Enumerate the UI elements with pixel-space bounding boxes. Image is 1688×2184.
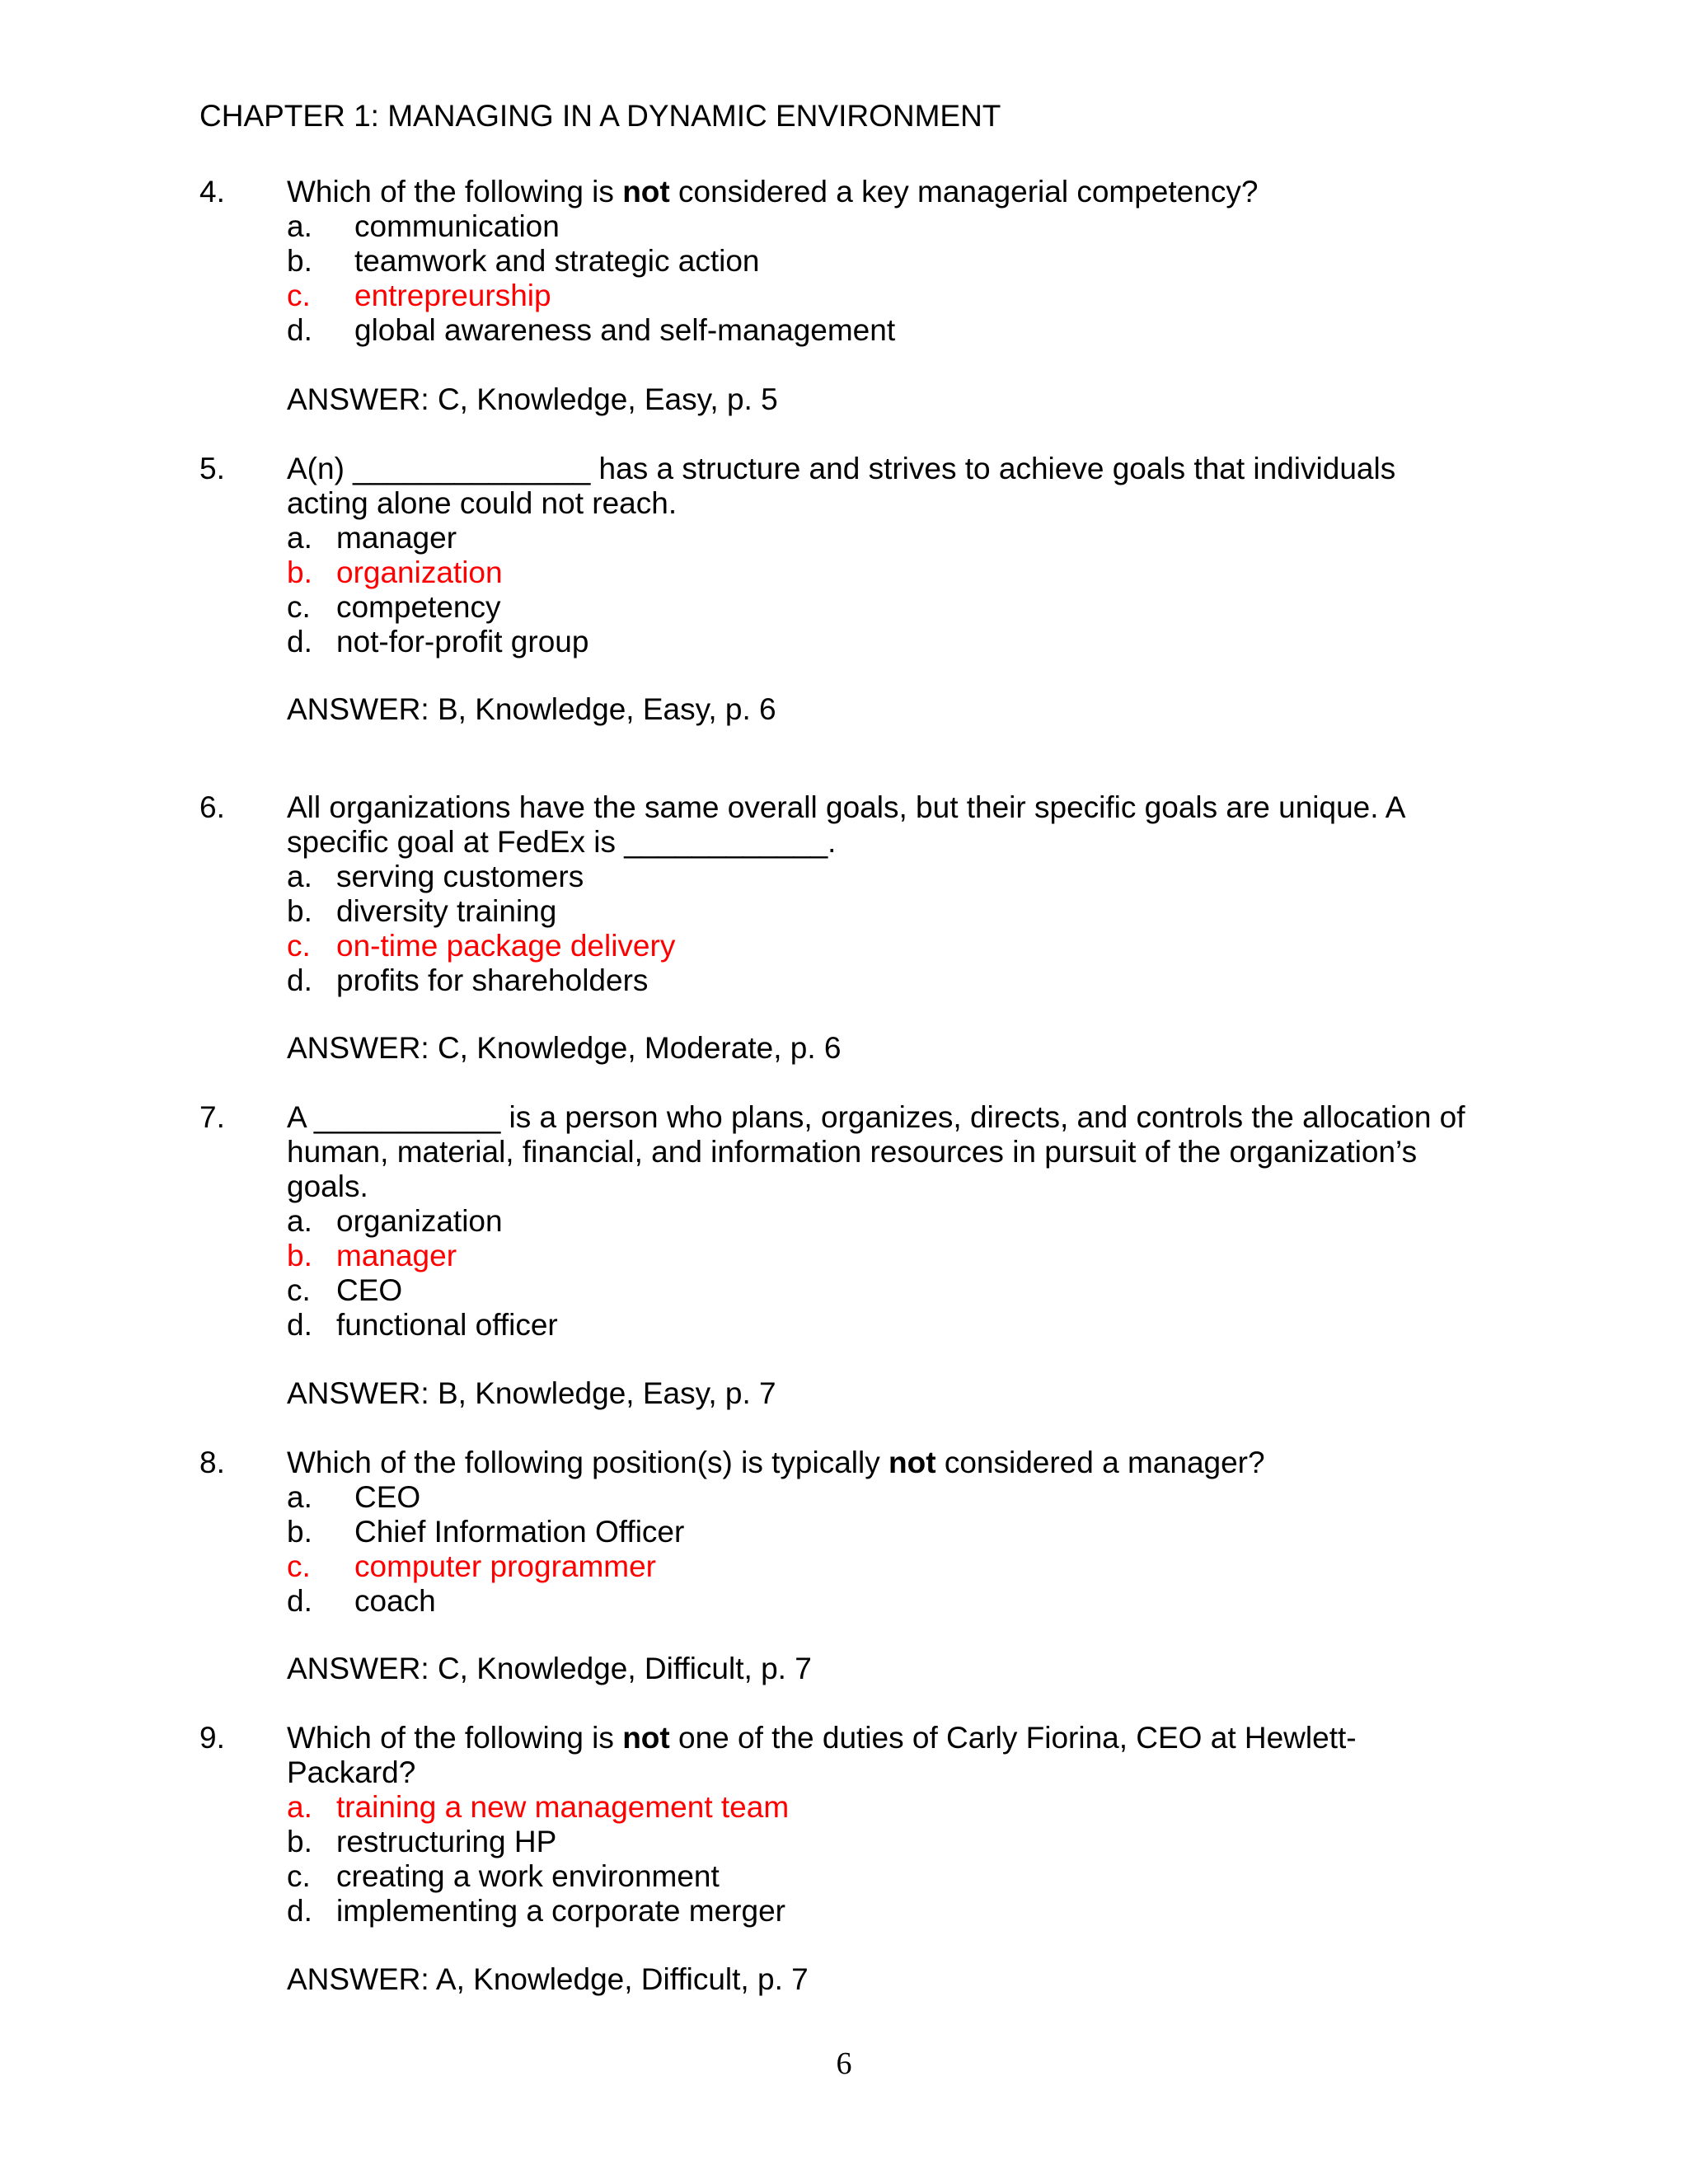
question-9-correct-option-text: training a new management team <box>336 1790 790 1824</box>
question-8-option-text: Chief Information Officer <box>354 1515 685 1549</box>
question-8-stem: Which of the following position(s) is typically not considered a manager? <box>287 1446 1265 1479</box>
question-9-answer: ANSWER: A, Knowledge, Difficult, p. 7 <box>287 1962 809 1996</box>
question-6-option-text: serving customers <box>336 860 584 893</box>
question-8-option-label: b. <box>287 1515 312 1549</box>
question-8-number: 8. <box>199 1446 225 1479</box>
question-6-option-label: d. <box>287 963 312 997</box>
question-5-option-label: d. <box>287 625 312 658</box>
question-5-stem-line-2: acting alone could not reach. <box>287 486 678 520</box>
question-7-option-label: a. <box>287 1204 312 1238</box>
question-5-stem: A(n) ______________ has a structure and strives to achieve goals that individuals <box>287 452 1396 485</box>
question-8-option-text: CEO <box>354 1480 421 1514</box>
question-5-correct-option-text: organization <box>336 555 503 589</box>
question-6-answer: ANSWER: C, Knowledge, Moderate, p. 6 <box>287 1031 842 1065</box>
chapter-title: CHAPTER 1: MANAGING IN A DYNAMIC ENVIRONMENT <box>199 99 1001 133</box>
question-8-answer: ANSWER: C, Knowledge, Difficult, p. 7 <box>287 1652 812 1685</box>
page-number: 6 <box>836 2046 852 2081</box>
question-7-stem-line-2: human, material, financial, and information resources in pursuit of the organization’s <box>287 1135 1418 1169</box>
question-6-correct-option-text: on-time package delivery <box>336 929 676 963</box>
question-7-option-text: functional officer <box>336 1308 558 1342</box>
question-6-correct-option-label: c. <box>287 929 311 963</box>
question-5-correct-option-label: b. <box>287 555 312 589</box>
question-6-option-text: profits for shareholders <box>336 963 649 997</box>
question-5-option-label: a. <box>287 521 312 555</box>
question-4-option-label: a. <box>287 209 312 243</box>
question-7-option-text: CEO <box>336 1273 403 1307</box>
question-8-correct-option-label: c. <box>287 1549 311 1583</box>
question-5-option-label: c. <box>287 590 311 624</box>
question-8-correct-option-text: computer programmer <box>354 1549 657 1583</box>
question-9-number: 9. <box>199 1721 225 1755</box>
question-7-stem-line-3: goals. <box>287 1169 368 1203</box>
question-8-option-text: coach <box>354 1584 436 1618</box>
question-7-option-label: d. <box>287 1308 312 1342</box>
question-6-stem-line-2: specific goal at FedEx is ____________. <box>287 825 837 859</box>
question-7-answer: ANSWER: B, Knowledge, Easy, p. 7 <box>287 1376 776 1410</box>
question-7-correct-option-text: manager <box>336 1239 457 1272</box>
question-7-stem: A ___________ is a person who plans, organizes, directs, and controls the allocation of <box>287 1100 1465 1134</box>
question-9-option-label: b. <box>287 1825 312 1858</box>
question-4-stem: Which of the following is not considered a key managerial competency? <box>287 175 1259 209</box>
question-5-option-text: manager <box>336 521 457 555</box>
question-9-correct-option-label: a. <box>287 1790 312 1824</box>
question-4-option-label: d. <box>287 313 312 347</box>
question-7-number: 7. <box>199 1100 225 1134</box>
question-4-answer: ANSWER: C, Knowledge, Easy, p. 5 <box>287 382 778 416</box>
question-6-option-text: diversity training <box>336 894 557 928</box>
question-9-stem-line-2: Packard? <box>287 1755 416 1789</box>
question-5-option-text: competency <box>336 590 501 624</box>
question-9-option-label: d. <box>287 1894 312 1928</box>
question-6-option-label: b. <box>287 894 312 928</box>
question-4-option-text: communication <box>354 209 560 243</box>
question-4-option-text: global awareness and self-management <box>354 313 896 347</box>
question-6-stem: All organizations have the same overall goals, but their specific goals are unique. A <box>287 790 1406 824</box>
question-7-correct-option-label: b. <box>287 1239 312 1272</box>
question-5-option-text: not-for-profit group <box>336 625 589 658</box>
question-4-correct-option-label: c. <box>287 279 311 312</box>
question-4-correct-option-text: entrepreurship <box>354 279 551 312</box>
question-8-option-label: d. <box>287 1584 312 1618</box>
question-6-number: 6. <box>199 790 225 824</box>
question-5-number: 5. <box>199 452 225 485</box>
question-9-stem: Which of the following is not one of the duties of Carly Fiorina, CEO at Hewlett- <box>287 1721 1357 1755</box>
question-9-option-text: restructuring HP <box>336 1825 557 1858</box>
question-9-option-label: c. <box>287 1859 311 1893</box>
question-4-option-text: teamwork and strategic action <box>354 244 760 278</box>
question-7-option-text: organization <box>336 1204 503 1238</box>
question-9-option-text: implementing a corporate merger <box>336 1894 785 1928</box>
question-4-number: 4. <box>199 175 225 209</box>
question-6-option-label: a. <box>287 860 312 893</box>
question-8-option-label: a. <box>287 1480 312 1514</box>
question-5-answer: ANSWER: B, Knowledge, Easy, p. 6 <box>287 692 776 726</box>
question-9-option-text: creating a work environment <box>336 1859 720 1893</box>
question-4-option-label: b. <box>287 244 312 278</box>
question-7-option-label: c. <box>287 1273 311 1307</box>
